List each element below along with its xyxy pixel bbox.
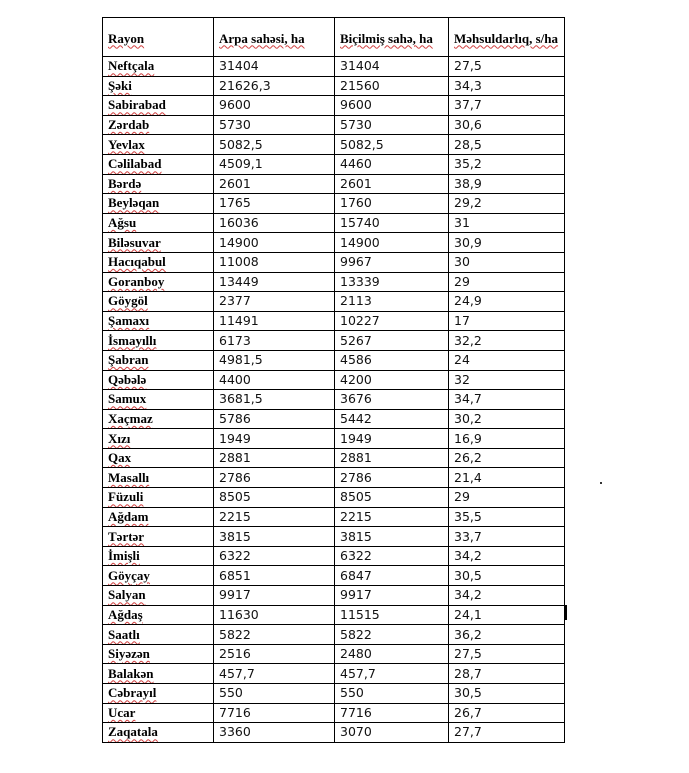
harvested-cell[interactable]: 3815 (335, 527, 449, 547)
yield-cell[interactable]: 38,9 (449, 174, 565, 194)
harvested-cell[interactable]: 2881 (335, 448, 449, 468)
area-cell[interactable]: 16036 (214, 213, 335, 233)
yield-cell[interactable]: 29 (449, 488, 565, 508)
harvested-cell[interactable]: 1760 (335, 194, 449, 214)
table-body (103, 57, 565, 743)
harvested-cell[interactable]: 5442 (335, 409, 449, 429)
yield-cell[interactable]: 30 (449, 252, 565, 272)
table-row (103, 213, 565, 233)
table-row (103, 488, 565, 508)
harvested-cell[interactable]: 457,7 (335, 664, 449, 684)
table-row (103, 194, 565, 214)
table-row (103, 292, 565, 312)
rayon-cell[interactable]: Cəbrayıl (103, 684, 214, 704)
rayon-cell[interactable]: Goranboy (103, 272, 214, 292)
table-row (103, 135, 565, 155)
yield-cell[interactable]: 30,2 (449, 409, 565, 429)
rayon-cell[interactable]: Ağdam (103, 507, 214, 527)
table-row (103, 644, 565, 664)
yield-cell[interactable]: 17 (449, 311, 565, 331)
yield-cell[interactable]: 35,5 (449, 507, 565, 527)
yield-cell[interactable]: 37,7 (449, 96, 565, 116)
table-row (103, 370, 565, 390)
yield-cell[interactable]: 26,2 (449, 448, 565, 468)
area-cell[interactable]: 4509,1 (214, 154, 335, 174)
harvested-cell[interactable]: 9600 (335, 96, 449, 116)
header-harvested[interactable]: Biçilmiş sahə, ha (335, 18, 449, 57)
area-cell[interactable]: 1949 (214, 429, 335, 449)
table-row (103, 625, 565, 645)
rayon-cell[interactable]: Salyan (103, 586, 214, 606)
table-row (103, 664, 565, 684)
table-row (103, 174, 565, 194)
area-cell[interactable]: 11008 (214, 252, 335, 272)
table-row (103, 586, 565, 606)
table-row (103, 448, 565, 468)
harvested-cell[interactable]: 5267 (335, 331, 449, 351)
header-rayon[interactable]: Rayon (103, 18, 214, 57)
area-cell[interactable]: 5082,5 (214, 135, 335, 155)
rayon-cell[interactable]: Zərdab (103, 115, 214, 135)
harvested-cell[interactable]: 3676 (335, 390, 449, 410)
harvested-cell[interactable]: 7716 (335, 703, 449, 723)
rayon-cell[interactable]: Zaqatala (103, 723, 214, 743)
header-area[interactable]: Arpa sahəsi, ha (214, 18, 335, 57)
yield-cell[interactable]: 34,3 (449, 76, 565, 96)
harvested-cell[interactable]: 13339 (335, 272, 449, 292)
area-cell[interactable]: 2601 (214, 174, 335, 194)
area-cell[interactable]: 6173 (214, 331, 335, 351)
table-row (103, 546, 565, 566)
harvested-cell[interactable]: 15740 (335, 213, 449, 233)
table-row (103, 390, 565, 410)
harvested-cell[interactable]: 550 (335, 684, 449, 704)
table-row (103, 154, 565, 174)
rayon-cell[interactable]: İsmayıllı (103, 331, 214, 351)
rayon-cell[interactable]: Samux (103, 390, 214, 410)
harvested-cell[interactable]: 14900 (335, 233, 449, 253)
harvested-cell[interactable]: 10227 (335, 311, 449, 331)
table-row (103, 311, 565, 331)
harvested-cell[interactable]: 2601 (335, 174, 449, 194)
area-cell[interactable]: 2881 (214, 448, 335, 468)
harvested-cell[interactable]: 31404 (335, 57, 449, 77)
yield-cell[interactable]: 32,2 (449, 331, 565, 351)
rayon-cell[interactable]: Göygöl (103, 292, 214, 312)
rayon-cell[interactable]: Siyəzən (103, 644, 214, 664)
table-header-row (103, 18, 565, 57)
harvested-cell[interactable]: 4586 (335, 350, 449, 370)
area-cell[interactable]: 550 (214, 684, 335, 704)
yield-cell[interactable]: 34,2 (449, 546, 565, 566)
area-cell[interactable]: 6322 (214, 546, 335, 566)
harvested-cell[interactable]: 4460 (335, 154, 449, 174)
area-cell[interactable]: 9600 (214, 96, 335, 116)
table-row (103, 115, 565, 135)
harvested-cell[interactable]: 2786 (335, 468, 449, 488)
rayon-cell[interactable]: Biləsuvar (103, 233, 214, 253)
harvested-cell[interactable]: 5822 (335, 625, 449, 645)
yield-cell[interactable]: 31 (449, 213, 565, 233)
table-row (103, 566, 565, 586)
harvested-cell[interactable]: 2113 (335, 292, 449, 312)
area-cell[interactable]: 9917 (214, 586, 335, 606)
harvested-cell[interactable]: 6847 (335, 566, 449, 586)
harvested-cell[interactable]: 8505 (335, 488, 449, 508)
area-cell[interactable]: 2516 (214, 644, 335, 664)
table-row (103, 527, 565, 547)
area-cell[interactable]: 14900 (214, 233, 335, 253)
rayon-cell[interactable]: Ucar (103, 703, 214, 723)
harvested-cell[interactable]: 2480 (335, 644, 449, 664)
table-row (103, 272, 565, 292)
rayon-cell[interactable]: Füzuli (103, 488, 214, 508)
yield-cell[interactable]: 30,5 (449, 684, 565, 704)
rayon-cell[interactable]: Tərtər (103, 527, 214, 547)
area-cell[interactable]: 3360 (214, 723, 335, 743)
harvested-cell[interactable]: 5730 (335, 115, 449, 135)
yield-cell[interactable]: 28,7 (449, 664, 565, 684)
table-row (103, 76, 565, 96)
area-cell[interactable]: 5730 (214, 115, 335, 135)
rayon-cell[interactable]: Göyçay (103, 566, 214, 586)
rayon-cell[interactable]: Bərdə (103, 174, 214, 194)
harvested-cell[interactable]: 1949 (335, 429, 449, 449)
yield-cell[interactable]: 30,6 (449, 115, 565, 135)
harvested-cell[interactable]: 11515 (335, 605, 449, 625)
table-row (103, 723, 565, 743)
yield-cell[interactable]: 34,2 (449, 586, 565, 606)
rayon-cell[interactable]: Xaçmaz (103, 409, 214, 429)
rayon-cell[interactable]: Şəki (103, 76, 214, 96)
rayon-cell[interactable]: Sabirabad (103, 96, 214, 116)
stray-dot (600, 482, 602, 484)
rayon-cell[interactable]: Qəbələ (103, 370, 214, 390)
yield-cell[interactable]: 30,9 (449, 233, 565, 253)
yield-cell[interactable]: 16,9 (449, 429, 565, 449)
rayon-cell[interactable]: Şabran (103, 350, 214, 370)
area-cell[interactable]: 13449 (214, 272, 335, 292)
harvested-cell[interactable]: 3070 (335, 723, 449, 743)
area-cell[interactable]: 2786 (214, 468, 335, 488)
barley-data-table (102, 17, 565, 743)
area-cell[interactable]: 7716 (214, 703, 335, 723)
table-row (103, 96, 565, 116)
harvested-cell[interactable]: 5082,5 (335, 135, 449, 155)
harvested-cell[interactable]: 9917 (335, 586, 449, 606)
table-row (103, 468, 565, 488)
rayon-cell[interactable]: Saatlı (103, 625, 214, 645)
area-cell[interactable]: 21626,3 (214, 76, 335, 96)
rayon-cell[interactable]: Beyləqan (103, 194, 214, 214)
yield-cell[interactable]: 32 (449, 370, 565, 390)
harvested-cell[interactable]: 6322 (335, 546, 449, 566)
table-row (103, 57, 565, 77)
area-cell[interactable]: 6851 (214, 566, 335, 586)
yield-cell[interactable]: 27,5 (449, 57, 565, 77)
table-row (103, 252, 565, 272)
yield-cell[interactable]: 29 (449, 272, 565, 292)
table-row (103, 350, 565, 370)
rayon-cell[interactable]: Balakən (103, 664, 214, 684)
yield-cell[interactable]: 21,4 (449, 468, 565, 488)
yield-cell[interactable]: 28,5 (449, 135, 565, 155)
area-cell[interactable]: 5822 (214, 625, 335, 645)
yield-cell[interactable]: 30,5 (449, 566, 565, 586)
area-cell[interactable]: 31404 (214, 57, 335, 77)
yield-cell[interactable]: 35,2 (449, 154, 565, 174)
area-cell[interactable]: 3681,5 (214, 390, 335, 410)
rayon-cell[interactable]: Ağsu (103, 213, 214, 233)
rayon-cell[interactable]: Neftçala (103, 57, 214, 77)
harvested-cell[interactable]: 21560 (335, 76, 449, 96)
yield-cell[interactable]: 24 (449, 350, 565, 370)
harvested-cell[interactable]: 4200 (335, 370, 449, 390)
rayon-cell[interactable]: İmişli (103, 546, 214, 566)
rayon-cell[interactable]: Qax (103, 448, 214, 468)
table-row (103, 507, 565, 527)
table-row (103, 233, 565, 253)
yield-cell[interactable]: 26,7 (449, 703, 565, 723)
yield-cell[interactable]: 27,5 (449, 644, 565, 664)
table-row (103, 605, 565, 625)
area-cell[interactable]: 3815 (214, 527, 335, 547)
area-cell[interactable]: 4981,5 (214, 350, 335, 370)
header-yield[interactable]: Məhsuldarlıq, s/ha (449, 18, 565, 57)
rayon-cell[interactable]: Xızı (103, 429, 214, 449)
area-cell[interactable]: 2377 (214, 292, 335, 312)
text-cursor (565, 605, 567, 620)
table-row (103, 409, 565, 429)
harvested-cell[interactable]: 9967 (335, 252, 449, 272)
rayon-cell[interactable]: Yevlax (103, 135, 214, 155)
rayon-cell[interactable]: Hacıqabul (103, 252, 214, 272)
table-row (103, 703, 565, 723)
area-cell[interactable]: 8505 (214, 488, 335, 508)
rayon-cell[interactable]: Masallı (103, 468, 214, 488)
area-cell[interactable]: 11630 (214, 605, 335, 625)
yield-cell[interactable]: 29,2 (449, 194, 565, 214)
rayon-cell[interactable]: Ağdaş (103, 605, 214, 625)
area-cell[interactable]: 1765 (214, 194, 335, 214)
area-cell[interactable]: 4400 (214, 370, 335, 390)
table-row (103, 429, 565, 449)
area-cell[interactable]: 2215 (214, 507, 335, 527)
table-row (103, 331, 565, 351)
table-row (103, 684, 565, 704)
harvested-cell[interactable]: 2215 (335, 507, 449, 527)
yield-cell[interactable]: 36,2 (449, 625, 565, 645)
rayon-cell[interactable]: Şamaxı (103, 311, 214, 331)
yield-cell[interactable]: 27,7 (449, 723, 565, 743)
area-cell[interactable]: 11491 (214, 311, 335, 331)
area-cell[interactable]: 457,7 (214, 664, 335, 684)
yield-cell[interactable]: 24,9 (449, 292, 565, 312)
yield-cell[interactable]: 24,1 (449, 605, 565, 625)
rayon-cell[interactable]: Cəlilabad (103, 154, 214, 174)
yield-cell[interactable]: 33,7 (449, 527, 565, 547)
area-cell[interactable]: 5786 (214, 409, 335, 429)
yield-cell[interactable]: 34,7 (449, 390, 565, 410)
